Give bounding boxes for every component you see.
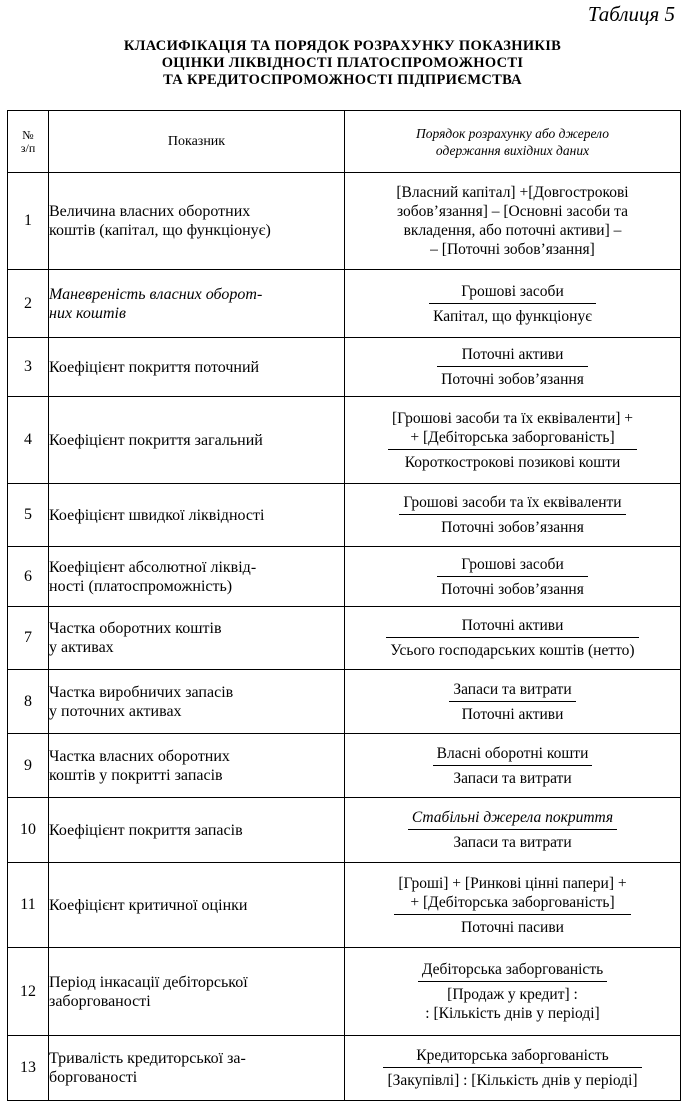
fraction-denominator: Запаси та витрати bbox=[453, 834, 572, 851]
table-row bbox=[8, 798, 681, 863]
calculation-formula bbox=[345, 270, 681, 338]
indicator-name: Період інкасації дебіторської заборгованості bbox=[49, 948, 345, 1036]
fraction-denominator: [Закупівлі] : [Кількість днів у періоді] bbox=[387, 1072, 638, 1089]
fraction bbox=[386, 616, 638, 660]
table-row bbox=[8, 173, 681, 270]
table-row bbox=[8, 1036, 681, 1101]
fraction-denominator: Поточні зобов’язання bbox=[441, 519, 584, 536]
fraction bbox=[437, 345, 588, 389]
fraction-numerator: Кредиторська заборгованість bbox=[383, 1046, 641, 1068]
fraction-numerator: Власні оборотні кошти bbox=[433, 744, 593, 766]
table-row bbox=[8, 338, 681, 397]
fraction-denominator: Поточні зобов’язання bbox=[441, 580, 584, 598]
calculation-formula bbox=[345, 670, 681, 734]
row-number: 1 bbox=[8, 173, 49, 270]
row-number: 11 bbox=[8, 863, 49, 948]
row-number: 7 bbox=[8, 607, 49, 670]
calculation-formula bbox=[345, 484, 681, 547]
calculation-formula bbox=[345, 1036, 681, 1101]
title-line: ТА КРЕДИТОСПРОМОЖНОСТІ ПІДПРИЄМСТВА bbox=[163, 72, 522, 88]
row-number: 12 bbox=[8, 948, 49, 1036]
calculation-formula bbox=[345, 547, 681, 607]
fraction-numerator: Поточні активи bbox=[386, 616, 638, 638]
indicator-name: Частка виробничих запасів у поточних активах bbox=[49, 670, 345, 734]
indicator-name: Тривалість кредиторської за- боргованості bbox=[49, 1036, 345, 1101]
row-number: 9 bbox=[8, 734, 49, 798]
fraction-numerator: Грошові засоби та їх еквіваленти bbox=[399, 493, 625, 515]
calculation-formula bbox=[345, 338, 681, 397]
fraction-denominator: Поточні активи bbox=[461, 705, 564, 723]
fraction-denominator: Капітал, що функціонує bbox=[433, 307, 592, 325]
fraction-numerator: Грошові засоби bbox=[437, 555, 588, 577]
row-number: 8 bbox=[8, 670, 49, 734]
table-row bbox=[8, 270, 681, 338]
fraction-denominator: Короткострокові позикові кошти bbox=[404, 453, 621, 471]
header-source: Порядок розрахунку або джерело одержання вихідних даних bbox=[345, 111, 681, 173]
table-label: Таблиця 5 bbox=[587, 2, 675, 26]
table-row bbox=[8, 397, 681, 484]
indicator-name: Частка власних оборотних коштів у покритті запасів bbox=[49, 734, 345, 798]
fraction-numerator: Запаси та витрати bbox=[449, 680, 575, 702]
fraction bbox=[399, 493, 625, 537]
fraction-denominator: [Продаж у кредит] : : [Кількість днів у періоді] bbox=[425, 986, 600, 1022]
fraction-denominator: Поточні пасиви bbox=[461, 918, 564, 936]
document-title bbox=[30, 38, 655, 89]
table-row bbox=[8, 670, 681, 734]
table-row bbox=[8, 607, 681, 670]
indicator-name: Коефіцієнт швидкої ліквідності bbox=[49, 484, 345, 547]
table-row bbox=[8, 734, 681, 798]
calculation-formula bbox=[345, 397, 681, 484]
indicator-name: Коефіцієнт абсолютної ліквід- ності (платоспроможність) bbox=[49, 547, 345, 607]
fraction-denominator: Поточні зобов’язання bbox=[441, 371, 584, 388]
row-number: 10 bbox=[8, 798, 49, 863]
calculation-formula: [Власний капітал] +[Довгострокові зобов’язання] – [Основні засоби та вкладення, або поточні активи] – – [Поточні зобов’язання] bbox=[345, 173, 681, 270]
fraction bbox=[433, 744, 593, 788]
table-row bbox=[8, 948, 681, 1036]
indicator-name: Коефіцієнт покриття поточний bbox=[49, 338, 345, 397]
fraction-numerator: Дебіторська заборгованість bbox=[418, 960, 607, 982]
fraction-numerator: [Гроші] + [Ринкові цінні папери] + + [Дебіторська заборгованість] bbox=[394, 874, 630, 915]
table-header-row bbox=[8, 111, 681, 173]
fraction-numerator: Стабільні джерела покриття bbox=[408, 808, 617, 830]
row-number: 5 bbox=[8, 484, 49, 547]
title-line: ОЦІНКИ ЛІКВІДНОСТІ ПЛАТОСПРОМОЖНОСТІ bbox=[161, 55, 524, 71]
table-row bbox=[8, 484, 681, 547]
calculation-formula bbox=[345, 863, 681, 948]
calculation-formula bbox=[345, 734, 681, 798]
indicator-name: Частка оборотних коштів у активах bbox=[49, 607, 345, 670]
fraction-denominator: Запаси та витрати bbox=[453, 769, 572, 787]
header-number: № з/п bbox=[8, 111, 49, 173]
fraction bbox=[418, 960, 607, 1023]
row-number: 4 bbox=[8, 397, 49, 484]
indicator-name: Коефіцієнт покриття загальний bbox=[49, 397, 345, 484]
fraction bbox=[437, 555, 588, 599]
calculation-formula bbox=[345, 948, 681, 1036]
fraction bbox=[394, 874, 630, 937]
fraction bbox=[383, 1046, 641, 1090]
header-indicator: Показник bbox=[49, 111, 345, 173]
title-line: КЛАСИФІКАЦІЯ ТА ПОРЯДОК РОЗРАХУНКУ ПОКАЗНИКІВ bbox=[123, 38, 562, 54]
fraction-numerator: Грошові засоби bbox=[429, 282, 596, 304]
row-number: 3 bbox=[8, 338, 49, 397]
calculation-formula bbox=[345, 798, 681, 863]
row-number: 2 bbox=[8, 270, 49, 338]
row-number: 13 bbox=[8, 1036, 49, 1101]
fraction-numerator: [Грошові засоби та їх еквіваленти] + + [Дебіторська заборгованість] bbox=[388, 409, 637, 450]
indicator-name: Коефіцієнт покриття запасів bbox=[49, 798, 345, 863]
indicators-table bbox=[7, 110, 681, 1101]
table-row bbox=[8, 863, 681, 948]
indicator-name: Маневреність власних оборот- них коштів bbox=[49, 270, 345, 338]
row-number: 6 bbox=[8, 547, 49, 607]
fraction-denominator: Усього господарських коштів (нетто) bbox=[390, 642, 635, 659]
fraction bbox=[429, 282, 596, 326]
fraction-numerator: Поточні активи bbox=[437, 345, 588, 367]
calculation-formula bbox=[345, 607, 681, 670]
fraction bbox=[408, 808, 617, 852]
fraction bbox=[388, 409, 637, 472]
table-row bbox=[8, 547, 681, 607]
indicator-name: Коефіцієнт критичної оцінки bbox=[49, 863, 345, 948]
indicator-name: Величина власних оборотних коштів (капітал, що функціонує) bbox=[49, 173, 345, 270]
fraction bbox=[449, 680, 575, 724]
